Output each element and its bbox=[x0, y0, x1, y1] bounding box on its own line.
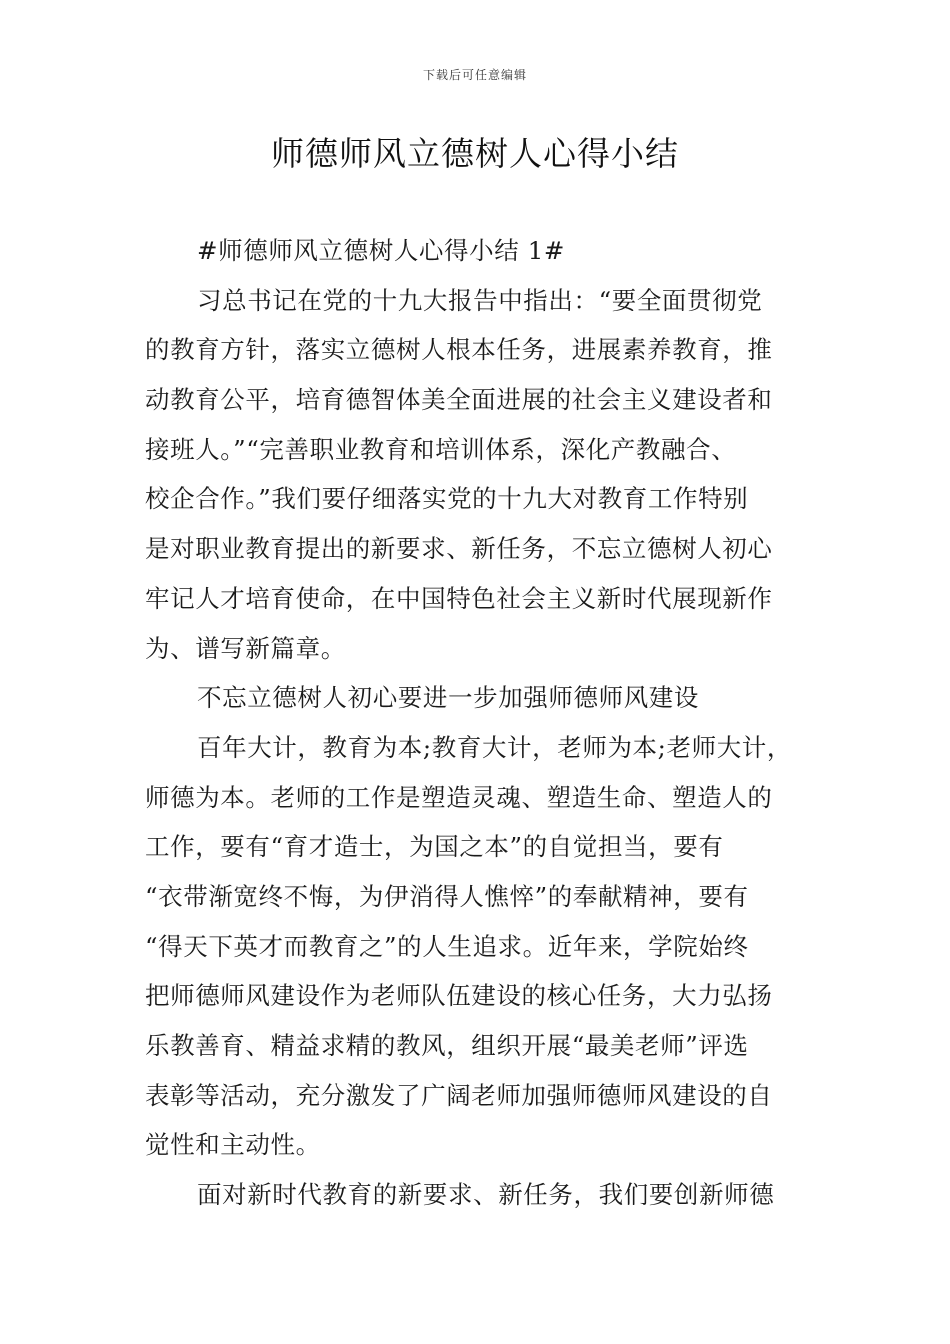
paragraph-line: 觉性和主动性。 bbox=[145, 1130, 321, 1160]
paragraph-line: 把师德师风建设作为老师队伍建设的核心任务，大力弘扬 bbox=[145, 981, 773, 1011]
paragraph-line: “得天下英才而教育之”的人生追求。近年来，学院始终 bbox=[145, 931, 749, 961]
paragraph-line: 乐教善育、精益求精的教风，组织开展“最美老师”评选 bbox=[145, 1031, 749, 1060]
paragraph-line: “衣带渐宽终不悔，为伊消得人憔悴”的奉献精神，要有 bbox=[145, 881, 749, 911]
paragraph-line: 百年大计，教育为本;教育大计，老师为本;老师大计， bbox=[197, 732, 793, 762]
paragraph-line: 工作，要有“育才造士，为国之本”的自觉担当，要有 bbox=[145, 832, 724, 862]
section-heading: #师德师风立德树人心得小结 1# bbox=[197, 236, 566, 265]
paragraph-line: 是对职业教育提出的新要求、新任务，不忘立德树人初心 bbox=[145, 534, 773, 564]
paragraph-line: 表彰等活动，充分激发了广阔老师加强师德师风建设的自 bbox=[145, 1080, 773, 1110]
document-body bbox=[145, 226, 810, 1220]
paragraph-line: 的教育方针，落实立德树人根本任务，进展素养教育，推 bbox=[145, 335, 773, 365]
header-note: 下载后可任意编辑 bbox=[422, 68, 527, 82]
paragraph-line: 牢记人才培育使命，在中国特色社会主义新时代展现新作 bbox=[145, 583, 773, 613]
subheading-line: 不忘立德树人初心要进一步加强师德师风建设 bbox=[197, 683, 699, 713]
paragraph-line: 习总书记在党的十九大报告中指出：“要全面贯彻党 bbox=[197, 285, 763, 315]
paragraph-line: 师德为本。老师的工作是塑造灵魂、塑造生命、塑造人的 bbox=[145, 782, 773, 812]
paragraph-line: 为、谱写新篇章。 bbox=[145, 633, 346, 663]
document-title: 师德师风立德树人心得小结 bbox=[271, 134, 679, 173]
paragraph-line: 接班人。”“完善职业教育和培训体系，深化产教融合、 bbox=[145, 434, 737, 464]
paragraph-line: 动教育公平，培育德智体美全面进展的社会主义建设者和 bbox=[145, 385, 773, 415]
paragraph-line: 校企合作。”我们要仔细落实党的十九大对教育工作特别 bbox=[145, 484, 749, 514]
paragraph-line: 面对新时代教育的新要求、新任务，我们要创新师德 bbox=[197, 1180, 775, 1210]
